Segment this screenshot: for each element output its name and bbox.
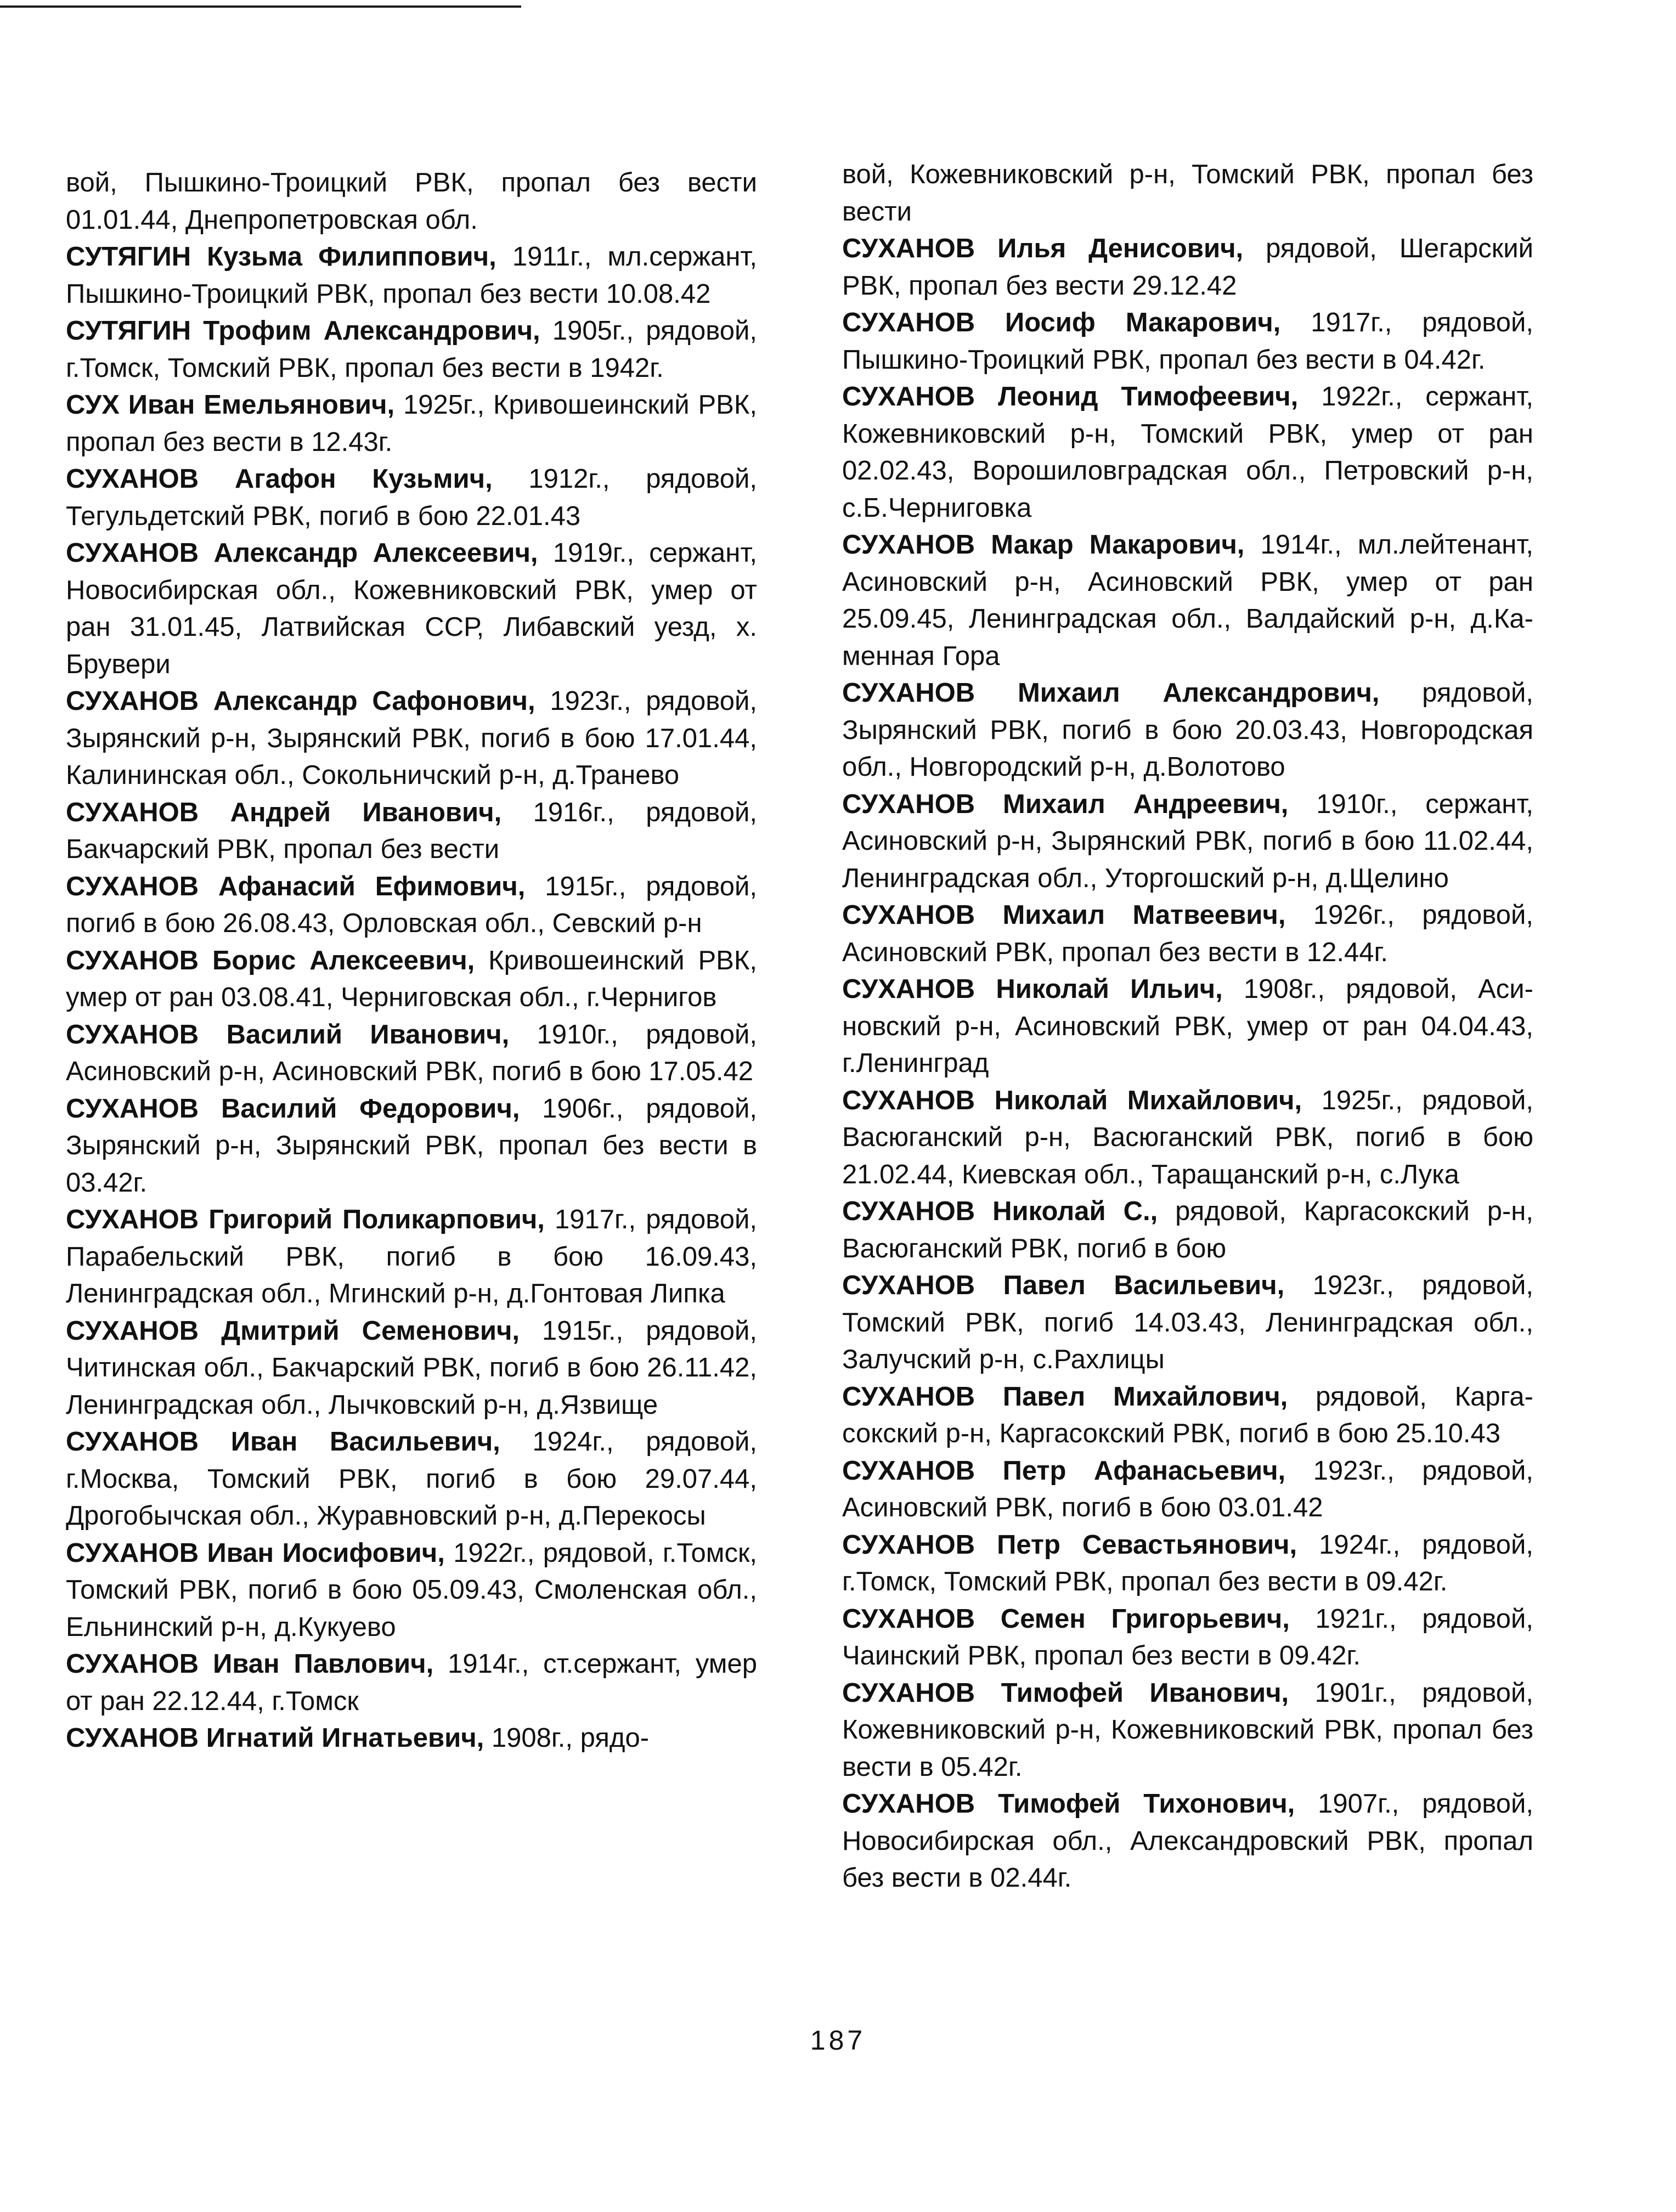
entry-name: СУХАНОВ Николай Ильич, (842, 974, 1223, 1004)
entry-text: 1919г., сержант, Новосибирская обл., Кожевниковский РВК, умер от ран 31.01.45, Латвийская ССР, Либавский уезд, х. Брувери (66, 538, 757, 679)
entry (842, 1601, 1533, 1675)
entry-text: 1910г., рядовой, Асиновский р-н, Асиновский РВК, погиб в бою 17.05.42 (66, 1019, 757, 1086)
entry-text: 1908г., рядовой, Асиновский р-н, Асиновский РВК, умер от ран 04.04.43, г.Ленинград (842, 974, 1533, 1078)
entry-text: 1921г., рядовой, Чаинский РВК, пропал без вести в 09.42г. (842, 1604, 1533, 1671)
entry (66, 1424, 757, 1535)
entry (842, 1453, 1533, 1527)
entry-name: СУХАНОВ Василий Иванович, (66, 1019, 510, 1049)
entry (66, 165, 757, 239)
entry (66, 683, 757, 794)
entry-name: СУХАНОВ Иван Павлович, (66, 1649, 434, 1679)
entry-text: рядовой, Шегарский РВК, пропал без вести 29.12.42 (842, 234, 1533, 301)
top-rule (0, 5, 521, 8)
entry-text: 1924г., рядовой, г.Москва, Томский РВК, погиб в бою 29.07.44, Дрогобычская обл., Журавновский р-н, д.Перекосы (66, 1427, 757, 1531)
entry (66, 1017, 757, 1091)
entry-text: 1910г., сержант, Асиновский р-н, Зырянский РВК, погиб в бою 11.02.44, Ленинградская обл., Уторгошский р-н, д.Щелино (842, 789, 1533, 893)
entry-name: СУХАНОВ Леонид Тимофеевич, (842, 382, 1299, 411)
entry-text: рядовой, Зырянский РВК, погиб в бою 20.03.43, Новгородская обл., Новгородский р-н, д.Волотово (842, 678, 1533, 782)
entry-name: СУХАНОВ Тимофей Тихонович, (842, 1789, 1295, 1819)
entry (842, 156, 1533, 230)
entry (842, 675, 1533, 786)
entry-name: СУХАНОВ Макар Макарович, (842, 530, 1245, 560)
entry-name: СУХАНОВ Михаил Андреевич, (842, 789, 1289, 819)
entry (842, 1786, 1533, 1897)
entry-text: 1922г., рядовой, г.Томск, Томский РВК, погиб в бою 05.09.43, Смоленская обл., Ельнинский р-н, д.Кукуево (66, 1538, 758, 1642)
entry-name: СУХАНОВ Петр Афанасьевич, (842, 1455, 1286, 1486)
entry-text: 1915г., рядовой, Читинская обл., Бакчарский РВК, погиб в бою 26.11.42, Ленинградская обл., Лычковский р-н, д.Язвище (66, 1316, 757, 1420)
entry-text: вой, Кожевниковский р-н, Томский РВК, пропал без вести (842, 160, 1533, 227)
entry (66, 1313, 757, 1424)
entry-text: 1923г., рядовой, Асиновский РВК, погиб в бою 03.01.42 (842, 1455, 1533, 1522)
entry-text: 1924г., рядовой, г.Томск, Томский РВК, пропал без вести в 09.42г. (842, 1530, 1533, 1596)
entry-text: 1925г., рядовой, Васюганский р-н, Васюганский РВК, погиб в бою 21.02.44, Киевская обл., Таращанский р-н, с.Лука (842, 1085, 1533, 1189)
entry (66, 387, 757, 461)
entry-text: рядовой, Каргасокский р-н, Васюганский РВК, погиб в бою (842, 1197, 1533, 1263)
entry (842, 379, 1533, 527)
entry (66, 535, 757, 683)
left-column (66, 165, 757, 1757)
entry-text: 1914г., мл.лейтенант, Асиновский р-н, Асиновский РВК, умер от ран 25.09.45, Ленинградская обл., Валдайский р-н, д.Каменная Гора (842, 530, 1533, 671)
entry-text: 1908г., рядо- (484, 1723, 650, 1753)
entry-text: 1923г., рядовой, Зырянский р-н, Зырянский РВК, погиб в бою 17.01.44, Калининская обл., Сокольничский р-н, д.Транево (66, 686, 757, 790)
entry-text: 1922г., сержант, Кожевниковский р-н, Томский РВК, умер от ран 02.02.43, Ворошиловградская обл., Петровский р-н, с.Б.Черниговка (842, 382, 1533, 523)
entry-name: СУХАНОВ Борис Алексеевич, (66, 945, 475, 975)
entry-name: СУХАНОВ Петр Севастьянович, (842, 1530, 1297, 1560)
entry (66, 1720, 757, 1757)
entry (842, 1379, 1533, 1453)
entry (842, 527, 1533, 675)
entry-name: СУХАНОВ Иосиф Макарович, (842, 308, 1281, 337)
entry-name: СУХАНОВ Иван Васильевич, (66, 1427, 500, 1457)
entry-name: СУХАНОВ Павел Васильевич, (842, 1271, 1285, 1300)
entry (66, 1091, 757, 1202)
entry-text: 1914г., ст.сержант, умер от ран 22.12.44, г.Томск (66, 1649, 757, 1716)
entry-name: СУХАНОВ Николай С., (842, 1197, 1158, 1226)
entry (842, 1193, 1533, 1267)
entry-name: СУХАНОВ Михаил Александрович, (842, 678, 1380, 708)
page-number: 187 (810, 2025, 866, 2056)
entry-text: 1905г., рядовой, г.Томск, Томский РВК, пропал без вести в 1942г. (66, 316, 757, 383)
entry-name: СУХАНОВ Афанасий Ефимович, (66, 871, 526, 901)
entry-text: 1916г., рядовой, Бакчарский РВК, пропал без вести (66, 797, 757, 864)
entry (66, 943, 757, 1017)
entry (842, 1527, 1533, 1601)
entry-text: 1923г., рядовой, Томский РВК, погиб 14.03.43, Ленинградская обл., Залучский р-н, с.Рахлицы (842, 1271, 1533, 1374)
entry-name: СУХАНОВ Тимофей Иванович, (842, 1678, 1289, 1708)
entry-name: СУХАНОВ Илья Денисович, (842, 234, 1244, 263)
entry (842, 230, 1533, 304)
entry (66, 1646, 757, 1720)
right-column (842, 156, 1533, 1897)
entry-text: вой, Пышкино-Троицкий РВК, пропал без вести 01.01.44, Днепропетровская обл. (66, 168, 757, 235)
entry-name: СУХАНОВ Николай Михайлович, (842, 1085, 1302, 1115)
entry (66, 461, 757, 535)
entry (842, 304, 1533, 379)
entry-name: СУТЯГИН Трофим Александрович, (66, 316, 540, 346)
entry-name: СУТЯГИН Кузьма Филиппович, (66, 242, 496, 272)
entry (842, 1082, 1533, 1194)
entry-name: СУХАНОВ Андрей Иванович, (66, 797, 502, 827)
entry-text: 1911г., мл.сержант, Пышкино-Троицкий РВК, пропал без вести 10.08.42 (66, 242, 758, 309)
entry-name: СУХ Иван Емельянович, (66, 390, 395, 420)
entry-text: 1907г., рядовой, Новосибирская обл., Александровский РВК, пропал без вести в 02.44г. (842, 1789, 1533, 1893)
entry-name: СУХАНОВ Агафон Кузьмич, (66, 464, 493, 494)
entry-name: СУХАНОВ Александр Сафонович, (66, 686, 535, 716)
entry (66, 239, 757, 313)
entry (66, 313, 757, 387)
entry-text: 1917г., рядовой, Пышкино-Троицкий РВК, пропал без вести в 04.42г. (842, 308, 1533, 375)
entry (66, 1201, 757, 1313)
entry-text: рядовой, Каргасокский р-н, Каргасокский РВК, погиб в бою 25.10.43 (842, 1381, 1533, 1448)
entry-name: СУХАНОВ Василий Федорович, (66, 1093, 520, 1124)
entry (842, 1267, 1533, 1379)
entry-name: СУХАНОВ Игнатий Игнатьевич, (66, 1723, 484, 1753)
entry-text: 1925г., Кривошеинский РВК, пропал без вести в 12.43г. (66, 390, 757, 457)
entry (66, 1535, 757, 1646)
entry-text: 1901г., рядовой, Кожевниковский р-н, Кожевниковский РВК, пропал без вести в 05.42г. (842, 1678, 1533, 1782)
entry (66, 868, 757, 943)
entry-text: 1915г., рядовой, погиб в бою 26.08.43, Орловская обл., Севский р-н (66, 871, 757, 938)
entry-name: СУХАНОВ Михаил Матвеевич, (842, 900, 1286, 930)
entry-text: 1906г., рядовой, Зырянский р-н, Зырянский РВК, пропал без вести в 03.42г. (66, 1093, 757, 1198)
entry-name: СУХАНОВ Павел Михайлович, (842, 1381, 1288, 1412)
entry-name: СУХАНОВ Дмитрий Семенович, (66, 1316, 520, 1346)
entry (842, 1675, 1533, 1786)
entry-text: 1912г., рядовой, Тегульдетский РВК, погиб в бою 22.01.43 (66, 464, 757, 531)
entry (66, 794, 757, 868)
entry-name: СУХАНОВ Григорий Поликарпович, (66, 1205, 545, 1234)
entry-text: 1917г., рядовой, Парабельский РВК, погиб в бою 16.09.43, Ленинградская обл., Мгинский р-н, д.Гонтовая Липка (66, 1205, 757, 1308)
entry (842, 897, 1533, 971)
entry-text: Кривошеинский РВК, умер от ран 03.08.41, Черниговская обл., г.Чернигов (66, 945, 757, 1012)
entry-name: СУХАНОВ Семен Григорьевич, (842, 1604, 1290, 1634)
entry-name: СУХАНОВ Иван Иосифович, (66, 1538, 445, 1568)
entry-name: СУХАНОВ Александр Алексеевич, (66, 538, 538, 568)
entry-text: 1926г., рядовой, Асиновский РВК, пропал без вести в 12.44г. (842, 900, 1533, 967)
entry (842, 786, 1533, 898)
entry (842, 971, 1533, 1082)
